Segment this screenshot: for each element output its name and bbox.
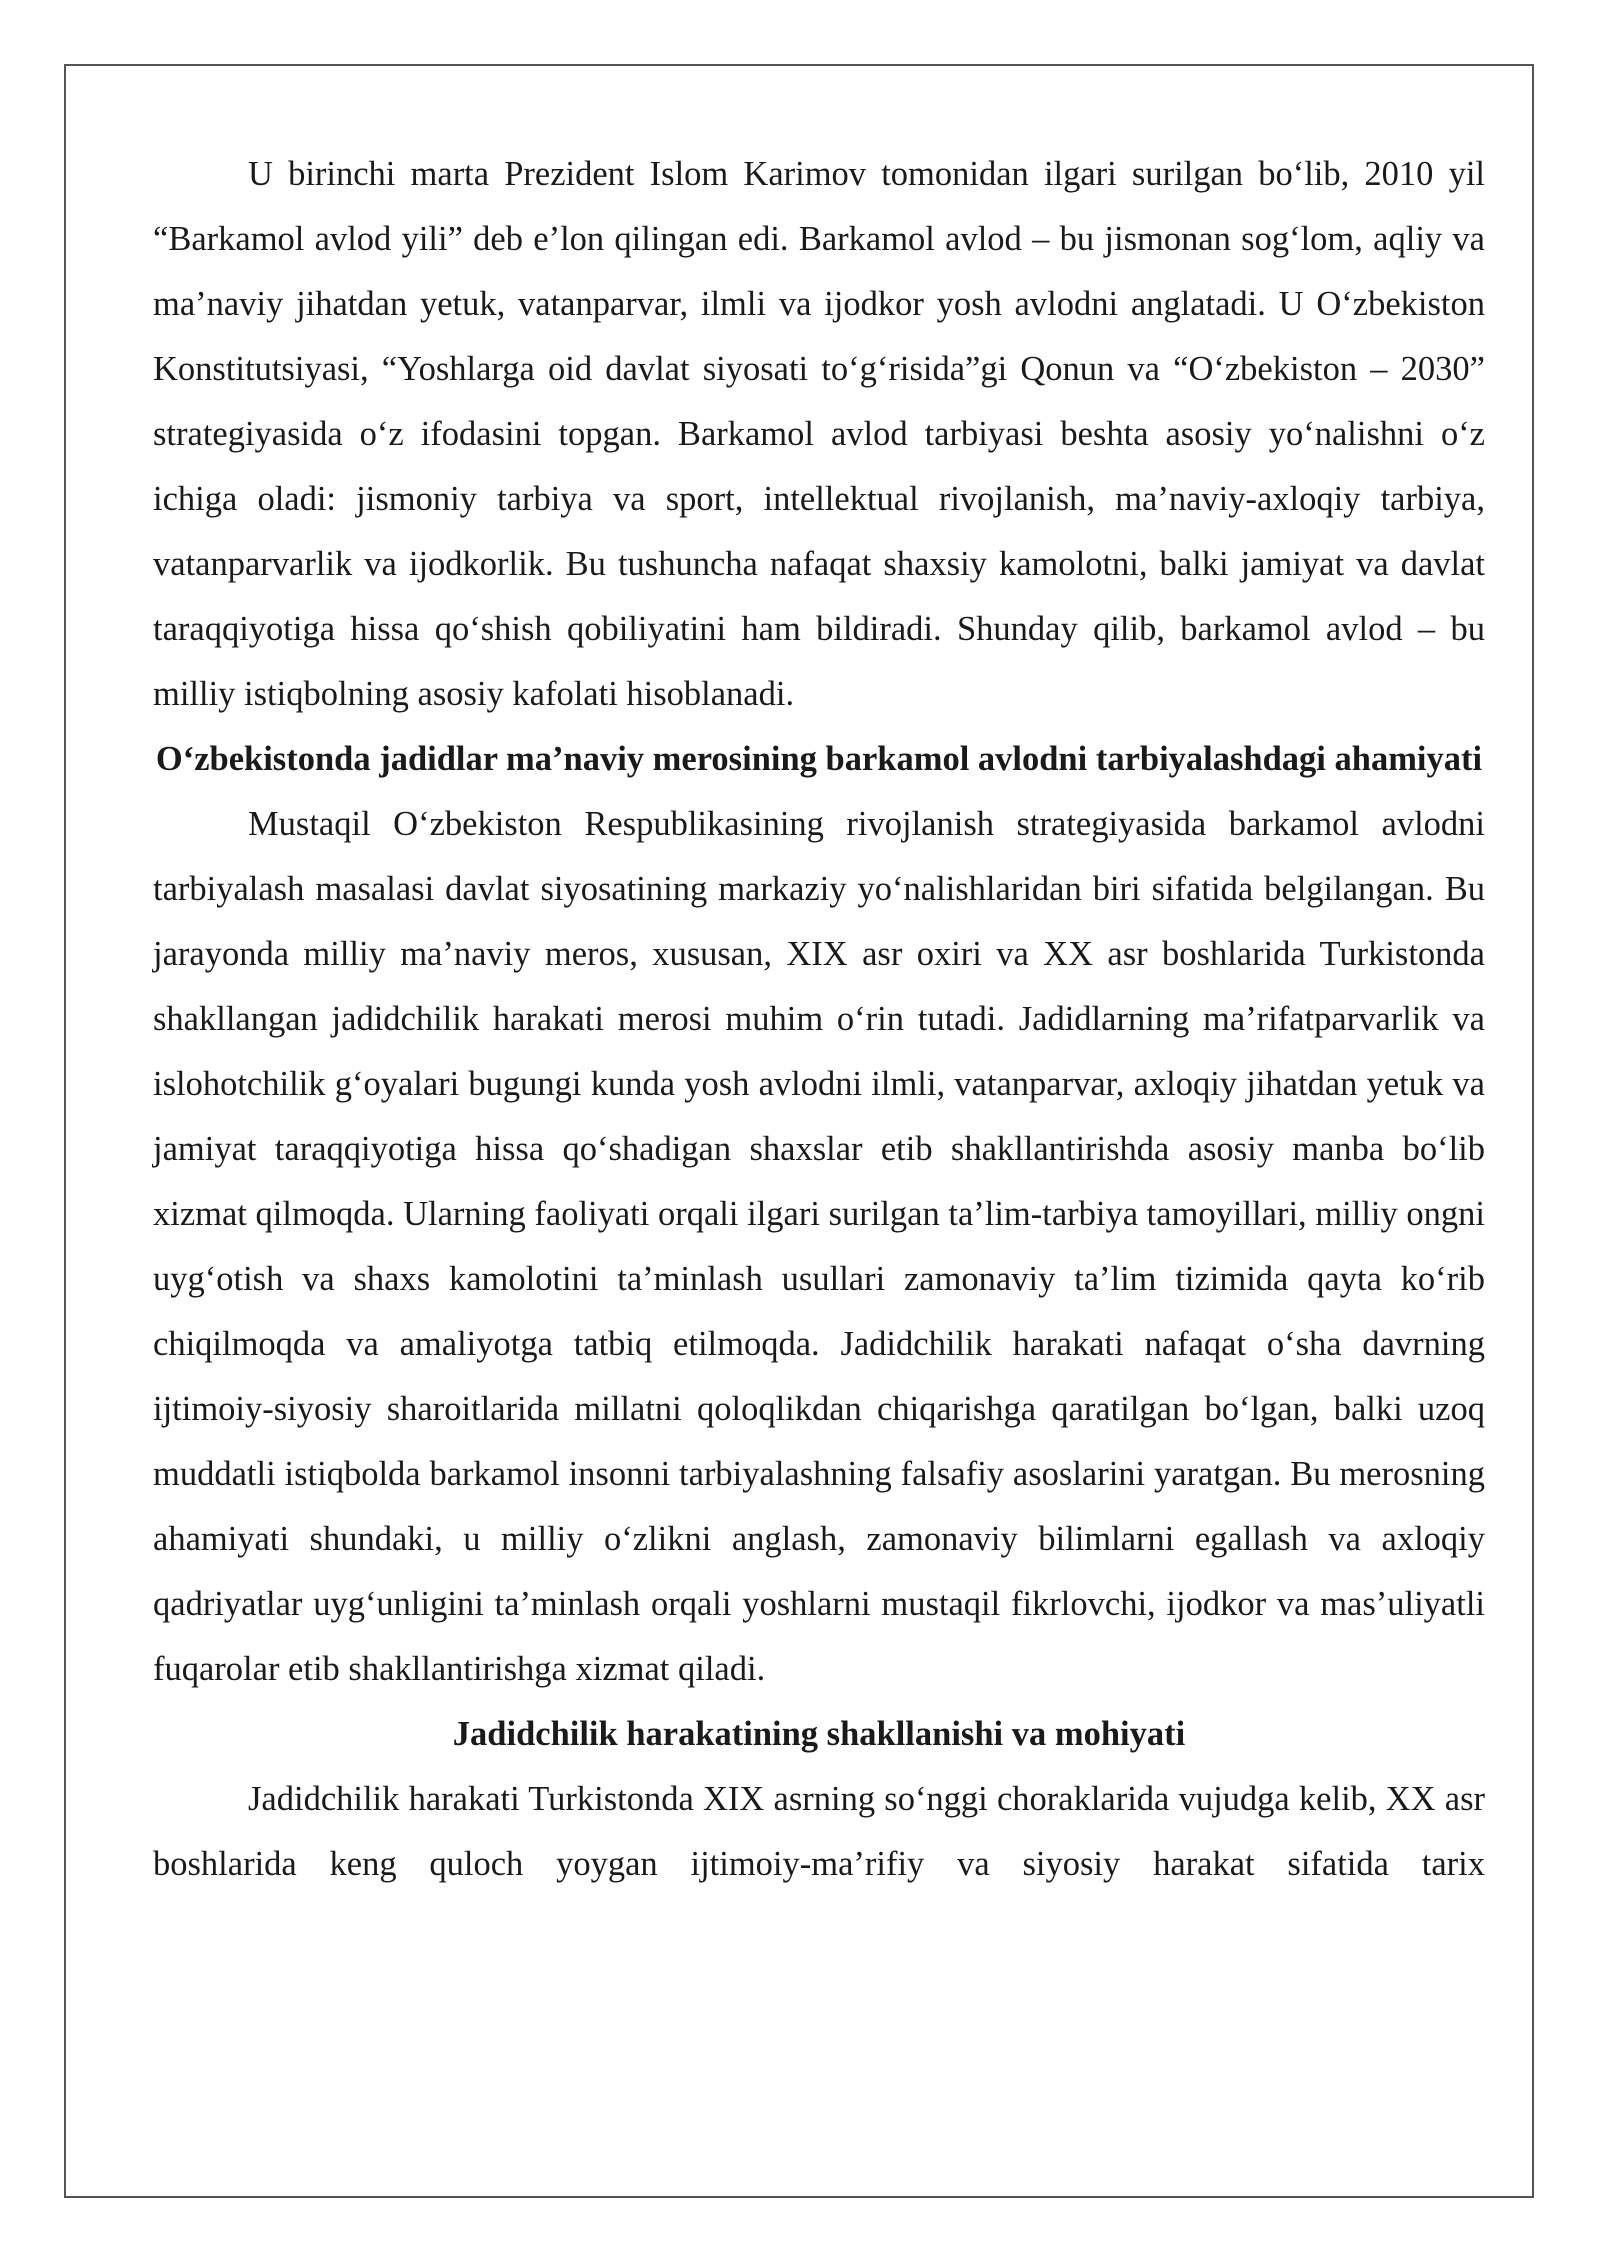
paragraph: Jadidchilik harakati Turkistonda XIX asrning so‘nggi choraklarida vujudga kelib, XX asr boshlarida keng quloch yoygan ijtimoiy-ma’rifiy va siyosiy harakat sifatida tarix (153, 1780, 1485, 1883)
paragraph: Mustaqil O‘zbekiston Respublikasining rivojlanish strategiyasida barkamol avlodni tarbiyalash masalasi davlat siyosatining markaziy yo‘nalishlaridan biri sifatida belgilangan. Bu jarayonda milliy ma’naviy meros, xususan, XIX asr oxiri va XX asr boshlarida Turkistonda shakllangan jadidchilik harakati merosi muhim o‘rin tutadi. Jadidlarning ma’rifatparvarlik va islohotchilik g‘oyalari bugungi kunda yosh avlodni ilmli, vatanparvar, axloqiy jihatdan yetuk va jamiyat taraqqiyotiga hissa qo‘shadigan shaxslar etib shakllantirishda asosiy manba bo‘lib xizmat qilmoqda. Ularning faoliyati orqali ilgari surilgan ta’lim-tarbiya tamoyillari, milliy ongni uyg‘otish va shaxs kamolotini ta’minlash usullari zamonaviy ta’lim tizimida qayta ko‘rib chiqilmoqda va amaliyotga tatbiq etilmoqda. Jadidchilik harakati nafaqat o‘sha davrning ijtimoiy-siyosiy sharoitlarida millatni qoloqlikdan chiqarishga qaratilgan bo‘lgan, balki uzoq muddatli istiqbolda barkamol insonni tarbiyalashning falsafiy asoslarini yaratgan. Bu merosning ahamiyati shundaki, u milliy o‘zlikni anglash, zamonaviy bilimlarni egallash va axloqiy qadriyatlar uyg‘unligini ta’minlash orqali yoshlarni mustaqil fikrlovchi, ijodkor va mas’uliyatli fuqarolar etib shakllantirishga xizmat qiladi. (153, 805, 1485, 1688)
document-body (153, 142, 1485, 1897)
paragraph: U birinchi marta Prezident Islom Karimov tomonidan ilgari surilgan bo‘lib, 2010 yil “Barkamol avlod yili” deb e’lon qilingan edi. Barkamol avlod – bu jismonan sog‘lom, aqliy va ma’naviy jihatdan yetuk, vatanparvar, ilmli va ijodkor yosh avlodni anglatadi. U O‘zbekiston Konstitutsiyasi, “Yoshlarga oid davlat siyosati to‘g‘risida”gi Qonun va “O‘zbekiston – 2030” strategiyasida o‘z ifodasini topgan. Barkamol avlod tarbiyasi beshta asosiy yo‘nalishni o‘z ichiga oladi: jismoniy tarbiya va sport, intellektual rivojlanish, ma’naviy-axloqiy tarbiya, vatanparvarlik va ijodkorlik. Bu tushuncha nafaqat shaxsiy kamolotni, balki jamiyat va davlat taraqqiyotiga hissa qo‘shish qobiliyatini ham bildiradi. Shunday qilib, barkamol avlod – bu milliy istiqbolning asosiy kafolati hisoblanadi. (153, 155, 1485, 713)
section-heading: Jadidchilik harakatining shakllanishi va mohiyati (452, 1715, 1186, 1753)
section-heading: O‘zbekistonda jadidlar ma’naviy merosining barkamol avlodni tarbiyalashdagi ahamiyati (155, 740, 1483, 778)
